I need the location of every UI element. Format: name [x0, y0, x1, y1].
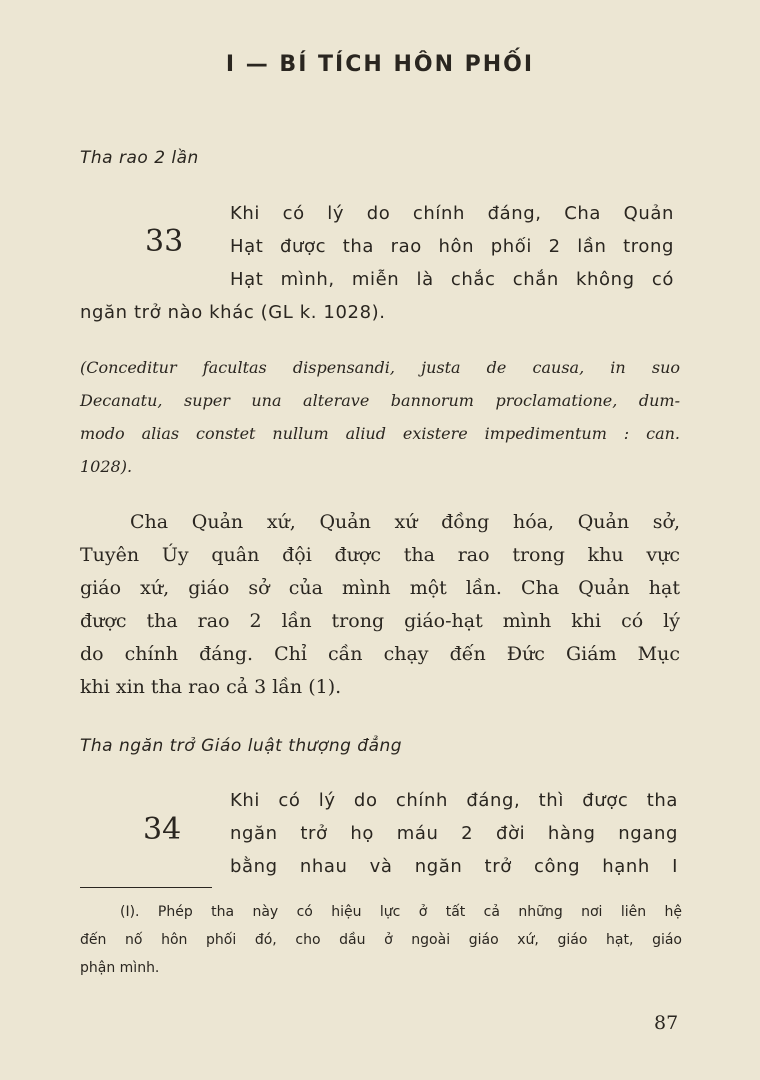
canon-line: ngăn trở nào khác (GL k. 1028). — [80, 302, 386, 323]
commentary-line: được tha rao 2 lần trong giáo-hạt mình khi có lý — [80, 610, 680, 632]
canon-number-34: 34 — [143, 812, 182, 847]
footnote-divider — [80, 887, 212, 888]
section-heading-tha-rao: Tha rao 2 lần — [80, 148, 199, 168]
latin-line: (Conceditur facultas dispensandi, justa de causa, in suo — [80, 358, 680, 377]
canon-number-33: 33 — [145, 224, 184, 259]
latin-line: modo alias constet nullum aliud existere impedimentum : can. — [80, 424, 680, 443]
canon-line: Khi có lý do chính đáng, thì được tha — [230, 790, 678, 811]
commentary-line: Cha Quản xứ, Quản xứ đồng hóa, Quản sở, — [130, 511, 680, 533]
canon-33-text — [230, 197, 674, 296]
section-heading-tha-ngan-tro: Tha ngăn trở Giáo luật thượng đẳng — [80, 736, 403, 756]
footnote-line: đến nố hôn phối đó, cho dầu ở ngoài giáo xứ, giáo hạt, giáo — [80, 932, 682, 948]
commentary-line: giáo xứ, giáo sở của mình một lần. Cha Quản hạt — [80, 577, 680, 599]
commentary-paragraph — [80, 506, 680, 704]
footnote-line: (I). Phép tha này có hiệu lực ở tất cả những nơi liên hệ — [120, 904, 682, 920]
canon-line: ngăn trở họ máu 2 đời hàng ngang — [230, 823, 678, 844]
chapter-title: I — BÍ TÍCH HÔN PHỐI — [225, 52, 535, 77]
canon-line: Hạt được tha rao hôn phối 2 lần trong — [230, 236, 674, 257]
page-number: 87 — [654, 1012, 679, 1034]
canon-33-text-cont — [80, 296, 680, 329]
commentary-line: khi xin tha rao cả 3 lần (1). — [80, 676, 342, 698]
canon-line: Khi có lý do chính đáng, Cha Quản — [230, 203, 674, 224]
canon-34-text — [230, 784, 678, 883]
commentary-line: Tuyên Úy quân đội được tha rao trong khu vực — [80, 544, 680, 566]
commentary-line: do chính đáng. Chỉ cần chạy đến Đức Giám Mục — [80, 643, 680, 665]
latin-text — [80, 351, 680, 483]
canon-line: bằng nhau và ngăn trở công hạnh I — [230, 856, 678, 877]
canon-line: Hạt mình, miễn là chắc chắn không có — [230, 269, 674, 290]
footnote-line: phận mình. — [80, 960, 160, 976]
latin-line: Decanatu, super una alterave bannorum proclamatione, dum- — [80, 391, 680, 410]
latin-line: 1028). — [80, 457, 133, 476]
footnote — [80, 898, 682, 982]
